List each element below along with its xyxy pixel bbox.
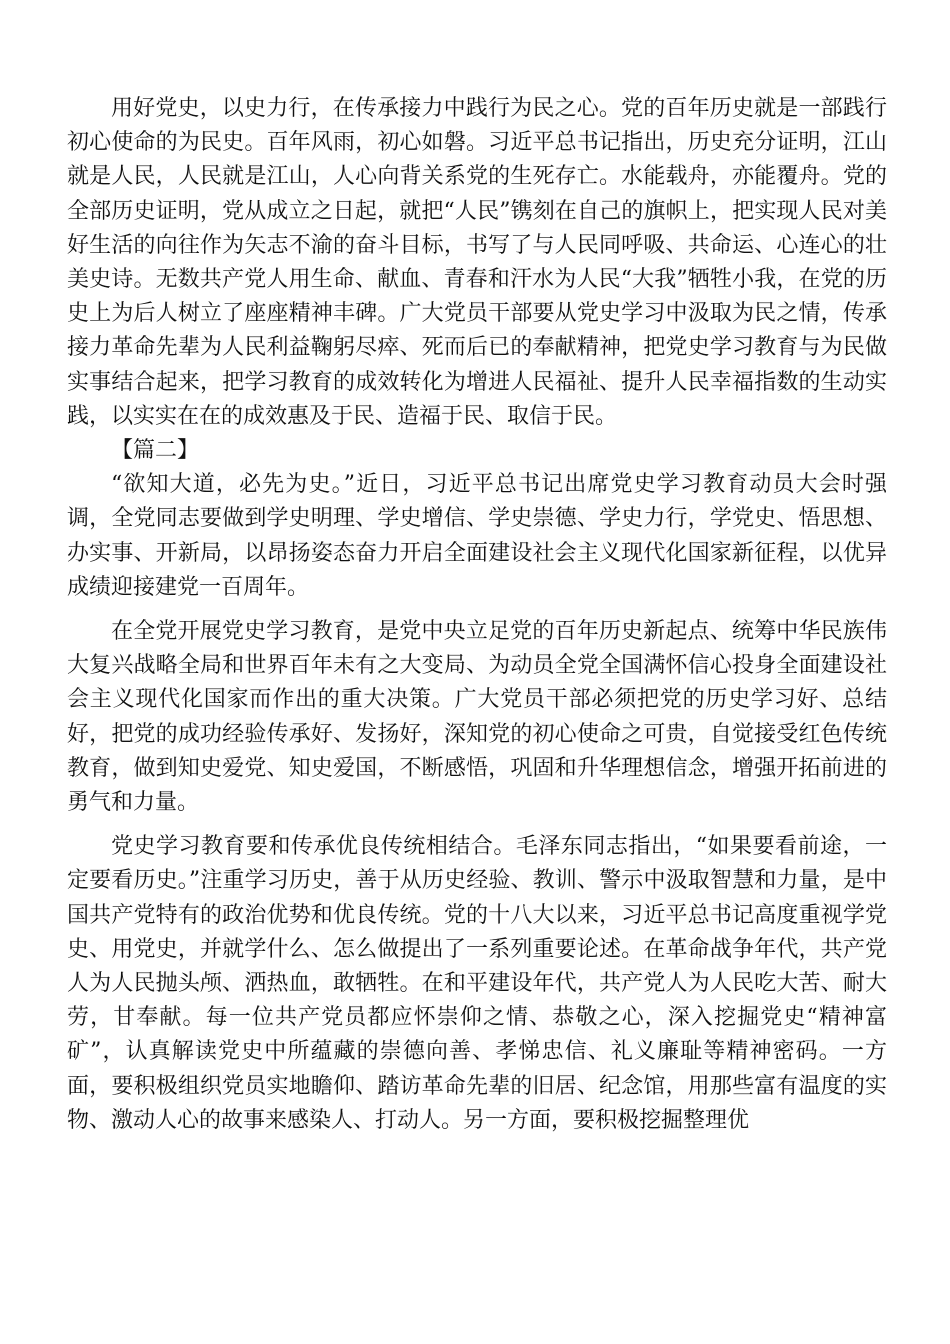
paragraph-party-history-education: 在全党开展党史学习教育，是党中央立足党的百年历史新起点、统筹中华民族伟大复兴战略全局和世界百年未有之大变局、为动员全党全国满怀信心投身全面建设社会主义现代化国家而作出的重大决策。广大党员干部必须把党的历史学习好、总结好，把党的成功经验传承好、发扬好，深知党的初心使命之可贵，自觉接受红色传统教育，做到知史爱党、知史爱国，不断感悟，巩固和升华理想信念，增强开拓前进的勇气和力量。: [67, 619, 887, 816]
paragraph-inherit-fine-traditions: 党史学习教育要和传承优良传统相结合。毛泽东同志指出，“如果要看前途，一定要看历史。”注重学习历史，善于从历史经验、教训、警示中汲取智慧和力量，是中国共产党特有的政治优势和优良传统。党的十八大以来，习近平总书记高度重视学党史、用党史，并就学什么、怎么做提出了一系列重要论述。在革命战争年代，共产党人为人民抛头颅、洒热血，敢牺牲。在和平建设年代，共产党人为人民吃大苦、耐大劳，甘奉献。每一位共产党员都应怀崇仰之情、恭敬之心，深入挖掘党史“精神富矿”，认真解读党史中所蕴藏的崇德向善、孝悌忠信、礼义廉耻等精神密码。一方面，要积极组织党员实地瞻仰、踏访革命先辈的旧居、纪念馆，用那些富有温度的实物、激动人心的故事来感染人、打动人。另一方面，要积极挖掘整理优: [67, 834, 887, 1133]
paragraph-using-party-history: 用好党史，以史力行，在传承接力中践行为民之心。党的百年历史就是一部践行初心使命的为民史。百年风雨，初心如磐。习近平总书记指出，历史充分证明，江山就是人民，人民就是江山，人心向背关系党的生死存亡。水能载舟，亦能覆舟。党的全部历史证明，党从成立之日起，就把“人民”镌刻在自己的旗帜上，把实现人民对美好生活的向往作为矢志不渝的奋斗目标，书写了与人民同呼吸、共命运、心连心的壮美史诗。无数共产党人用生命、献血、青春和汗水为人民“大我”牺牲小我，在党的历史上为后人树立了座座精神丰碑。广大党员干部要从党史学习中汲取为民之情，传承接力革命先辈为人民利益鞠躬尽瘁、死而后已的奉献精神，把党史学习教育与为民做实事结合起来，把学习教育的成效转化为增进人民福祉、提升人民幸福指数的生动实践，以实实在在的成效惠及于民、造福于民、取信于民。: [67, 96, 887, 429]
document-page: [67, 92, 887, 1138]
paragraph-know-the-great-way: “欲知大道，必先为史。”近日，习近平总书记出席党史学习教育动员大会时强调，全党同志要做到学史明理、学史增信、学史崇德、学史力行，学党史、悟思想、办实事、开新局，以昂扬姿态奋力开启全面建设社会主义现代化国家新征程，以优异成绩迎接建党一百周年。: [67, 472, 887, 600]
section-heading-part-two: 【篇二】: [111, 438, 200, 464]
